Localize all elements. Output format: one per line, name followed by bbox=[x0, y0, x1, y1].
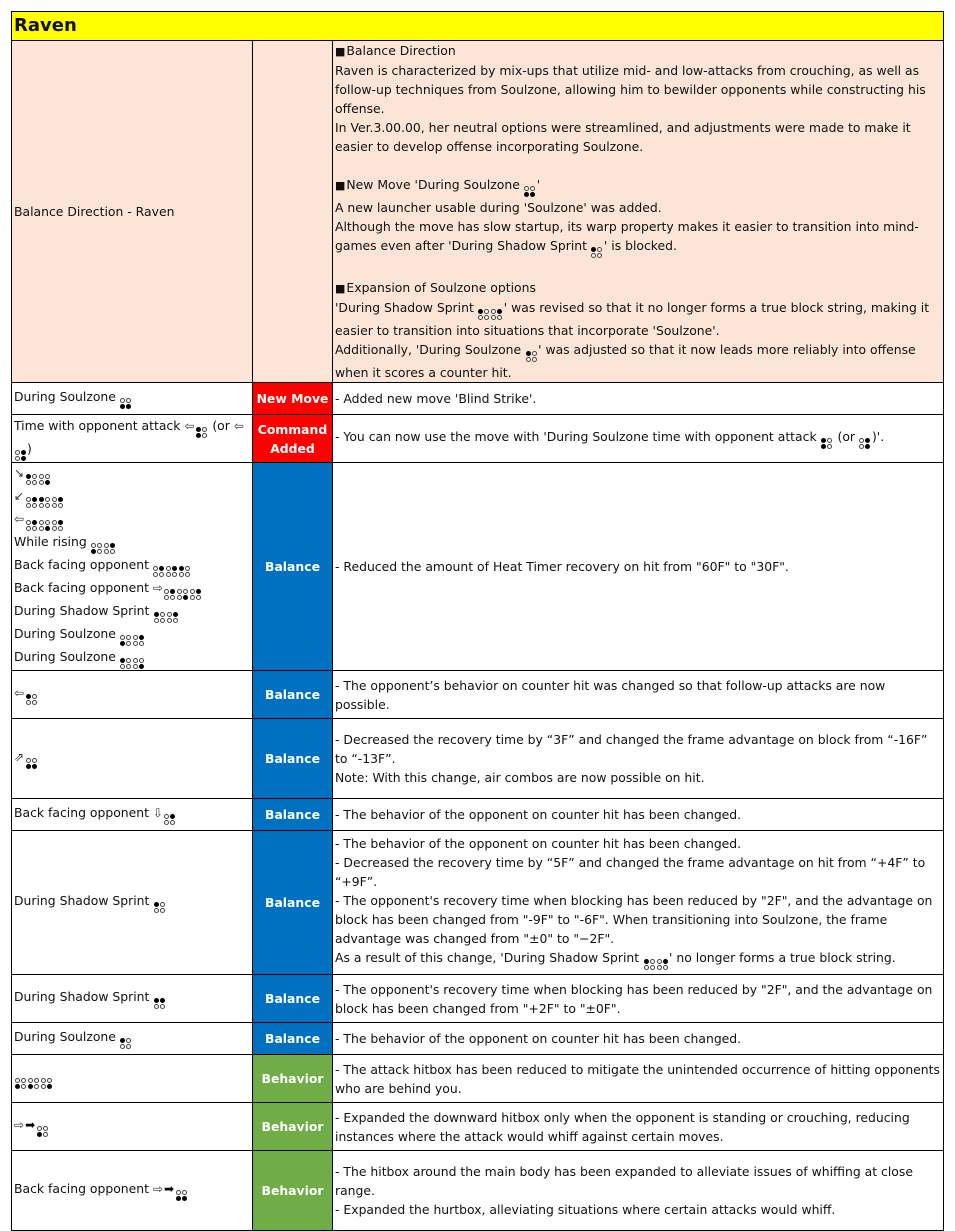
move-command: While rising bbox=[14, 532, 250, 555]
button-1-2-icon bbox=[154, 998, 166, 1010]
back-arrow-icon: ⇦ bbox=[233, 418, 244, 433]
button-2-icon bbox=[104, 543, 116, 555]
table-row bbox=[12, 799, 944, 831]
button-3-icon bbox=[15, 1078, 27, 1090]
up-forward-arrow-icon: ⇗ bbox=[14, 750, 25, 764]
change-type-badge: Balance bbox=[253, 671, 333, 719]
change-description bbox=[333, 719, 944, 799]
move-cell bbox=[12, 1023, 253, 1055]
button-2-4-icon bbox=[859, 438, 871, 450]
title-row bbox=[12, 12, 944, 41]
button-2-icon bbox=[164, 589, 176, 601]
forward-hold-arrow-icon: ➡ bbox=[163, 1182, 175, 1196]
button-1-icon bbox=[26, 474, 38, 486]
description-line: - Expanded the downward hitbox only when the opponent is standing or crouching, reducing instances where the attack would whiff against certain moves. bbox=[335, 1109, 910, 1144]
description-line: - Decreased the recovery time by “3F” and changed the frame advantage on block from “-16F” to “-13F”. bbox=[335, 732, 928, 766]
summary-tag-empty bbox=[253, 41, 333, 383]
forward-hold-arrow-icon: ➡ bbox=[25, 1118, 36, 1132]
change-type-badge: New Move bbox=[253, 383, 333, 415]
summary-section-heading: ■Expansion of Soulzone options bbox=[335, 280, 536, 295]
move-cell bbox=[12, 1055, 253, 1103]
summary-row bbox=[12, 41, 944, 383]
description-line: - Expanded the hurtbox, alleviating situations where certain attacks would whiff. bbox=[335, 1202, 836, 1217]
change-type-badge: Behavior bbox=[253, 1151, 333, 1231]
change-description bbox=[333, 463, 944, 671]
button-3-icon bbox=[28, 1078, 40, 1090]
summary-line: 'During Shadow Sprint ' was revised so that it no longer forms a true block string, making it easier to transition into situations that incorporate 'Soulzone'. bbox=[335, 300, 930, 338]
down-back-arrow-icon: ↙ bbox=[14, 489, 25, 503]
move-command: During Shadow Sprint bbox=[14, 891, 250, 914]
summary-description bbox=[333, 41, 944, 383]
button-3-4-icon bbox=[176, 1190, 188, 1202]
move-command bbox=[14, 1115, 250, 1138]
button-2-icon bbox=[166, 566, 178, 578]
button-2-icon bbox=[153, 566, 165, 578]
description-line: - The behavior of the opponent on counter hit has been changed. bbox=[335, 807, 742, 822]
summary-line: Raven is characterized by mix-ups that utilize mid- and low-attacks from crouching, as well as follow-up techniques from Soulzone, allowing him to bewilder opponents while constructing his offense. bbox=[335, 63, 926, 116]
move-cell bbox=[12, 463, 253, 671]
forward-arrow-icon: ⇨ bbox=[152, 581, 163, 595]
button-1-3-icon bbox=[821, 438, 833, 450]
change-description bbox=[333, 1103, 944, 1151]
description-line: - The behavior of the opponent on counter hit has been changed. bbox=[335, 836, 742, 851]
move-cell bbox=[12, 415, 253, 463]
change-description bbox=[333, 1055, 944, 1103]
table-row bbox=[12, 383, 944, 415]
description-line: - Added new move 'Blind Strike'. bbox=[335, 391, 537, 406]
table-row bbox=[12, 1103, 944, 1151]
forward-arrow-icon: ⇨ bbox=[14, 1118, 25, 1132]
move-command bbox=[14, 509, 250, 532]
button-3-icon bbox=[37, 1126, 49, 1138]
button-4-icon bbox=[39, 474, 51, 486]
description-line: - The behavior of the opponent on counter hit has been changed. bbox=[335, 1031, 742, 1046]
square-bullet-icon: ■ bbox=[335, 282, 346, 295]
down-arrow-icon: ⇩ bbox=[152, 806, 163, 820]
move-command: Back facing opponent ⇨➡ bbox=[14, 1179, 250, 1202]
description-line: - The opponent's recovery time when blocking has been reduced by "2F", and the advantage on block has been changed from "-9F" to "-6F". When transitioning into Soulzone, the frame advantage was changed from "±0" to "−2F". bbox=[335, 893, 933, 946]
move-command bbox=[14, 463, 250, 486]
button-2-icon bbox=[52, 497, 64, 509]
change-description bbox=[333, 1023, 944, 1055]
back-arrow-icon: ⇦ bbox=[14, 512, 25, 526]
table-row bbox=[12, 975, 944, 1023]
move-command bbox=[14, 747, 250, 770]
forward-arrow-icon: ⇨ bbox=[152, 1182, 163, 1196]
square-bullet-icon: ■ bbox=[335, 179, 346, 192]
move-command: Back facing opponent bbox=[14, 555, 250, 578]
table-row bbox=[12, 831, 944, 975]
table-row bbox=[12, 463, 944, 671]
description-line: As a result of this change, 'During Shadow Sprint ' no longer forms a true block string. bbox=[335, 948, 941, 971]
back-arrow-icon: ⇦ bbox=[14, 686, 25, 700]
move-command bbox=[14, 1067, 250, 1090]
change-description bbox=[333, 1151, 944, 1231]
button-2-icon bbox=[26, 497, 38, 509]
button-1-icon bbox=[39, 497, 51, 509]
patch-notes-table bbox=[11, 11, 944, 1231]
button-1-icon bbox=[478, 309, 490, 321]
description-line: - The hitbox around the main body has been expanded to alleviate issues of whiffing at close range. bbox=[335, 1164, 913, 1198]
button-2-icon bbox=[26, 520, 38, 532]
button-2-icon bbox=[52, 520, 64, 532]
table-row bbox=[12, 1151, 944, 1231]
description-line: - Decreased the recovery time by “5F” and changed the frame advantage on hit from “+4F” to “+9F”. bbox=[335, 855, 926, 889]
description-line: - Reduced the amount of Heat Timer recovery on hit from "60F" to "30F". bbox=[335, 559, 789, 574]
summary-section-heading: ■New Move 'During Soulzone ' bbox=[335, 175, 941, 198]
move-cell bbox=[12, 1151, 253, 1231]
table-row bbox=[12, 671, 944, 719]
down-forward-arrow-icon: ↘ bbox=[14, 466, 25, 480]
change-type-badge: Balance bbox=[253, 719, 333, 799]
move-cell bbox=[12, 719, 253, 799]
button-1-icon bbox=[154, 902, 166, 914]
button-1-icon bbox=[644, 959, 656, 971]
change-description bbox=[333, 671, 944, 719]
table-row bbox=[12, 719, 944, 799]
change-type-badge: Balance bbox=[253, 799, 333, 831]
button-3-4-icon bbox=[120, 398, 132, 410]
table-row bbox=[12, 1055, 944, 1103]
move-cell bbox=[12, 799, 253, 831]
table-row bbox=[12, 1023, 944, 1055]
description-line: Note: With this change, air combos are now possible on hit. bbox=[335, 770, 705, 785]
move-command: During Soulzone bbox=[14, 624, 250, 647]
move-command: During Shadow Sprint bbox=[14, 601, 250, 624]
summary-line: In Ver.3.00.00, her neutral options were streamlined, and adjustments were made to make it easier to develop offense incorporating Soulzone. bbox=[335, 120, 911, 154]
description-line: - The attack hitbox has been reduced to mitigate the unintended occurrence of hitting opponents who are behind you. bbox=[335, 1061, 940, 1096]
button-4-icon bbox=[41, 1078, 53, 1090]
button-1-icon bbox=[120, 1038, 132, 1050]
change-type-badge: Balance bbox=[253, 975, 333, 1023]
button-2-4-icon bbox=[15, 450, 27, 462]
summary-section-heading: ■Balance Direction bbox=[335, 43, 456, 58]
back-arrow-icon: ⇦ bbox=[184, 418, 195, 433]
button-2-icon bbox=[133, 635, 145, 647]
move-command bbox=[14, 683, 250, 706]
move-cell bbox=[12, 975, 253, 1023]
button-3-4-icon bbox=[524, 186, 536, 198]
button-2-icon bbox=[657, 959, 669, 971]
summary-line: A new launcher usable during 'Soulzone' was added. bbox=[335, 200, 662, 215]
change-description bbox=[333, 975, 944, 1023]
change-description bbox=[333, 383, 944, 415]
change-type-badge: Command Added bbox=[253, 415, 333, 463]
move-cell bbox=[12, 671, 253, 719]
button-4-icon bbox=[177, 589, 189, 601]
button-4-icon bbox=[39, 520, 51, 532]
change-type-badge: Balance bbox=[253, 1023, 333, 1055]
button-2-icon bbox=[164, 814, 176, 826]
table-row bbox=[12, 415, 944, 463]
summary-line: Although the move has slow startup, its warp property makes it easier to transition into mind-games even after 'During Shadow Sprint ' is blocked. bbox=[335, 217, 941, 259]
square-bullet-icon: ■ bbox=[335, 45, 346, 58]
description-line: - The opponent's recovery time when blocking has been reduced by "2F", and the advantage on block has been changed from "+2F" to "±0F". bbox=[335, 981, 933, 1016]
change-type-badge: Balance bbox=[253, 463, 333, 671]
move-command: Back facing opponent ⇩ bbox=[14, 803, 250, 826]
change-description bbox=[333, 415, 944, 463]
move-cell bbox=[12, 1103, 253, 1151]
button-1-icon bbox=[179, 566, 191, 578]
move-cell bbox=[12, 831, 253, 975]
move-command: Back facing opponent ⇨ bbox=[14, 578, 250, 601]
description-line: - You can now use the move with 'During Soulzone time with opponent attack (or )'. bbox=[335, 427, 941, 450]
move-command: During Shadow Sprint bbox=[14, 987, 250, 1010]
button-4-icon bbox=[133, 658, 145, 670]
change-type-badge: Behavior bbox=[253, 1103, 333, 1151]
move-command: During Soulzone bbox=[14, 647, 250, 670]
button-2-icon bbox=[190, 589, 202, 601]
change-type-badge: Balance bbox=[253, 831, 333, 975]
summary-line: Additionally, 'During Soulzone ' was adjusted so that it now leads more reliably into offense when it scores a counter hit. bbox=[335, 342, 916, 380]
move-command bbox=[14, 486, 250, 509]
move-command: During Soulzone bbox=[14, 1027, 250, 1050]
description-line: - The opponent’s behavior on counter hit was changed so that follow-up attacks are now possible. bbox=[335, 677, 886, 712]
button-2-icon bbox=[167, 612, 179, 624]
button-3-icon bbox=[120, 635, 132, 647]
button-1-icon bbox=[591, 247, 603, 259]
button-1-3-icon bbox=[196, 427, 208, 439]
move-command: Time with opponent attack ⇦ (or ⇦ ) bbox=[14, 416, 250, 462]
button-1-icon bbox=[26, 694, 38, 706]
button-3-icon bbox=[91, 543, 103, 555]
move-command: During Soulzone bbox=[14, 387, 250, 410]
button-1-icon bbox=[526, 351, 538, 363]
button-1-icon bbox=[154, 612, 166, 624]
change-description bbox=[333, 831, 944, 975]
button-3-4-icon bbox=[26, 758, 38, 770]
character-title: Raven bbox=[12, 12, 944, 41]
summary-move-label: Balance Direction - Raven bbox=[12, 41, 253, 383]
change-type-badge: Behavior bbox=[253, 1055, 333, 1103]
move-cell bbox=[12, 383, 253, 415]
button-2-icon bbox=[491, 309, 503, 321]
button-1-icon bbox=[120, 658, 132, 670]
change-description bbox=[333, 799, 944, 831]
